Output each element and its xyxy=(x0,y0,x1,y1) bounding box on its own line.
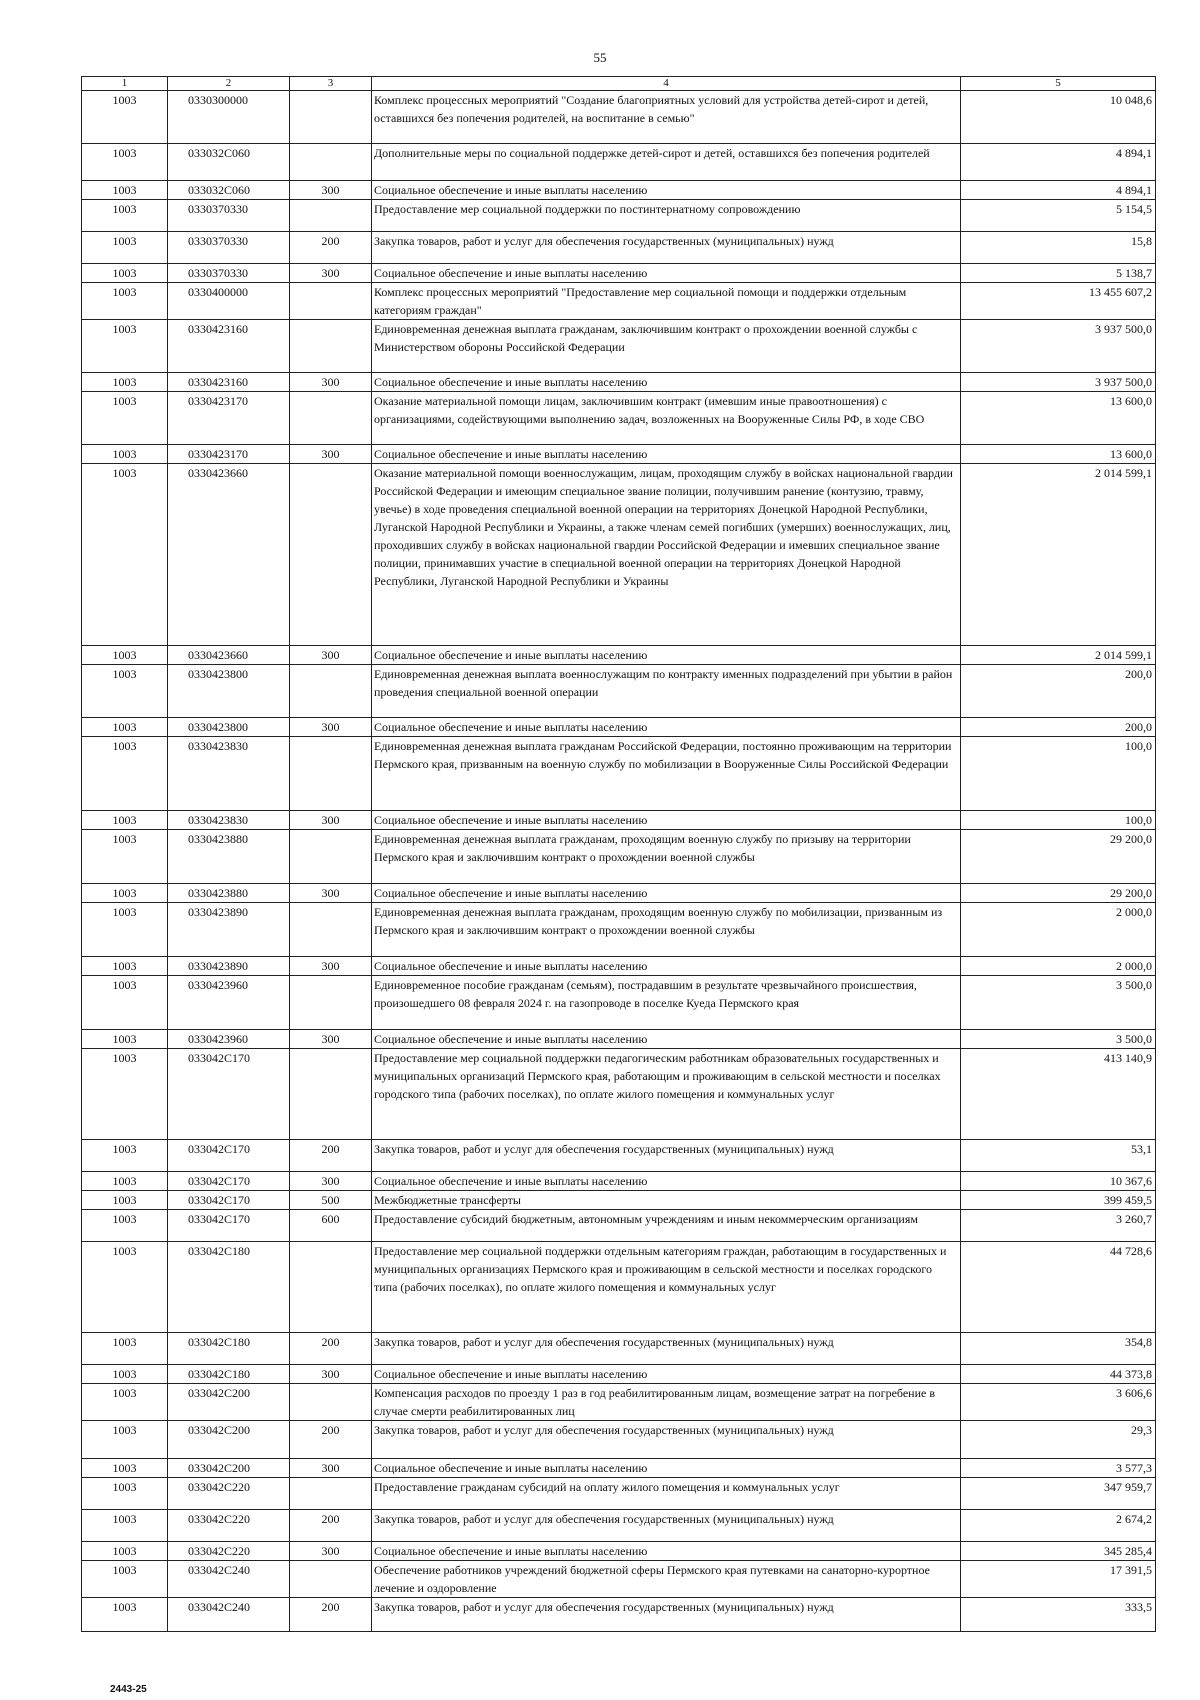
table-row xyxy=(82,1242,1156,1333)
row-expense-type: 300 xyxy=(290,884,372,903)
row-section-code: 1003 xyxy=(82,1598,168,1632)
table-row xyxy=(82,181,1156,200)
row-description: Социальное обеспечение и иные выплаты населению xyxy=(372,646,961,665)
row-amount: 15,8 xyxy=(961,232,1156,264)
row-amount: 354,8 xyxy=(961,1333,1156,1365)
row-section-code: 1003 xyxy=(82,1242,168,1333)
row-section-code: 1003 xyxy=(82,392,168,445)
row-description: Оказание материальной помощи лицам, заключившим контракт (имевшим иные правоотношения) с организациями, содействующими выполнению задач, возложенных на Вооруженные Силы РФ, в ходе СВО xyxy=(372,392,961,445)
row-section-code: 1003 xyxy=(82,1542,168,1561)
row-expense-type: 200 xyxy=(290,1333,372,1365)
row-target-code: 033032С060 xyxy=(168,181,290,200)
table-row xyxy=(82,957,1156,976)
row-section-code: 1003 xyxy=(82,1459,168,1478)
row-expense-type: 200 xyxy=(290,232,372,264)
row-description: Дополнительные меры по социальной поддержке детей-сирот и детей, оставшихся без попечения родителей xyxy=(372,144,961,181)
row-target-code: 0330370330 xyxy=(168,200,290,232)
table-row xyxy=(82,392,1156,445)
row-section-code: 1003 xyxy=(82,811,168,830)
row-target-code: 0330370330 xyxy=(168,232,290,264)
row-section-code: 1003 xyxy=(82,1561,168,1598)
row-description: Социальное обеспечение и иные выплаты населению xyxy=(372,957,961,976)
table-row xyxy=(82,1459,1156,1478)
table-row xyxy=(82,718,1156,737)
row-description: Закупка товаров, работ и услуг для обеспечения государственных (муниципальных) нужд xyxy=(372,232,961,264)
row-section-code: 1003 xyxy=(82,1365,168,1384)
row-target-code: 0330423170 xyxy=(168,445,290,464)
row-description: Предоставление мер социальной поддержки по постинтернатному сопровождению xyxy=(372,200,961,232)
row-target-code: 033042С180 xyxy=(168,1242,290,1333)
row-description: Социальное обеспечение и иные выплаты населению xyxy=(372,181,961,200)
table-row xyxy=(82,264,1156,283)
row-description: Комплекс процессных мероприятий "Создание благоприятных условий для устройства детей-сирот и детей, оставшихся без попечения родителей, на воспитание в семью" xyxy=(372,91,961,144)
row-expense-type: 300 xyxy=(290,1172,372,1191)
row-description: Комплекс процессных мероприятий "Предоставление мер социальной помощи и поддержки отдельным категориям граждан" xyxy=(372,283,961,320)
row-section-code: 1003 xyxy=(82,264,168,283)
row-expense-type: 300 xyxy=(290,957,372,976)
row-target-code: 033042С220 xyxy=(168,1478,290,1510)
row-amount: 3 937 500,0 xyxy=(961,320,1156,373)
row-target-code: 0330370330 xyxy=(168,264,290,283)
row-section-code: 1003 xyxy=(82,200,168,232)
row-expense-type: 300 xyxy=(290,646,372,665)
table-row xyxy=(82,884,1156,903)
table-body xyxy=(82,91,1156,1632)
row-section-code: 1003 xyxy=(82,1030,168,1049)
row-amount: 3 937 500,0 xyxy=(961,373,1156,392)
row-description: Социальное обеспечение и иные выплаты населению xyxy=(372,1172,961,1191)
table-row xyxy=(82,1542,1156,1561)
table-row xyxy=(82,1030,1156,1049)
row-expense-type xyxy=(290,144,372,181)
row-section-code: 1003 xyxy=(82,1172,168,1191)
row-target-code: 0330423800 xyxy=(168,665,290,718)
row-description: Оказание материальной помощи военнослужащим, лицам, проходящим службу в войсках национальной гвардии Российской Федерации и имеющим специальное звание полиции, получившим ранение (контузию, травму, увечье) в ходе проведения специальной военной операции на территориях Донецкой Народной Республики, Луганской Народной Республики и Украины, а также членам семей погибших (умерших) военнослужащих, лиц, проходивших службу в войсках национальной гвардии Российской Федерации и имевших специальное звание полиции, принимавших участие в специальной военной операции на территориях Донецкой Народной Республики, Луганской Народной Республики и Украины xyxy=(372,464,961,646)
row-section-code: 1003 xyxy=(82,283,168,320)
row-expense-type: 600 xyxy=(290,1210,372,1242)
row-amount: 2 000,0 xyxy=(961,957,1156,976)
row-target-code: 0330423890 xyxy=(168,903,290,957)
table-row xyxy=(82,91,1156,144)
row-description: Социальное обеспечение и иные выплаты населению xyxy=(372,373,961,392)
row-target-code: 033042С180 xyxy=(168,1365,290,1384)
row-description: Единовременная денежная выплата военнослужащим по контракту именных подразделений при убытии в район проведения специальной военной операции xyxy=(372,665,961,718)
row-amount: 13 455 607,2 xyxy=(961,283,1156,320)
row-target-code: 0330423890 xyxy=(168,957,290,976)
row-expense-type xyxy=(290,392,372,445)
row-amount: 2 674,2 xyxy=(961,1510,1156,1542)
table-row xyxy=(82,1510,1156,1542)
row-amount: 200,0 xyxy=(961,718,1156,737)
row-amount: 100,0 xyxy=(961,737,1156,811)
row-expense-type: 500 xyxy=(290,1191,372,1210)
table-row xyxy=(82,830,1156,884)
row-target-code: 0330423830 xyxy=(168,811,290,830)
row-description: Социальное обеспечение и иные выплаты населению xyxy=(372,264,961,283)
row-expense-type xyxy=(290,320,372,373)
row-target-code: 033042С170 xyxy=(168,1172,290,1191)
row-amount: 200,0 xyxy=(961,665,1156,718)
row-amount: 399 459,5 xyxy=(961,1191,1156,1210)
table-row xyxy=(82,665,1156,718)
table-row xyxy=(82,811,1156,830)
row-amount: 29 200,0 xyxy=(961,830,1156,884)
row-expense-type: 300 xyxy=(290,264,372,283)
row-amount: 3 260,7 xyxy=(961,1210,1156,1242)
table-row xyxy=(82,1333,1156,1365)
row-section-code: 1003 xyxy=(82,646,168,665)
row-amount: 347 959,7 xyxy=(961,1478,1156,1510)
row-expense-type: 300 xyxy=(290,181,372,200)
row-target-code: 0330300000 xyxy=(168,91,290,144)
table-row xyxy=(82,232,1156,264)
row-amount: 5 154,5 xyxy=(961,200,1156,232)
row-description: Закупка товаров, работ и услуг для обеспечения государственных (муниципальных) нужд xyxy=(372,1421,961,1459)
budget-table xyxy=(81,76,1156,1632)
page-number: 55 xyxy=(593,50,607,65)
row-target-code: 033042С170 xyxy=(168,1210,290,1242)
row-description: Социальное обеспечение и иные выплаты населению xyxy=(372,718,961,737)
row-section-code: 1003 xyxy=(82,232,168,264)
row-section-code: 1003 xyxy=(82,1510,168,1542)
row-description: Предоставление гражданам субсидий на оплату жилого помещения и коммунальных услуг xyxy=(372,1478,961,1510)
table-row xyxy=(82,445,1156,464)
row-expense-type xyxy=(290,1049,372,1140)
row-description: Закупка товаров, работ и услуг для обеспечения государственных (муниципальных) нужд xyxy=(372,1140,961,1172)
row-amount: 13 600,0 xyxy=(961,445,1156,464)
table-row xyxy=(82,464,1156,646)
row-target-code: 033042С220 xyxy=(168,1542,290,1561)
row-amount: 13 600,0 xyxy=(961,392,1156,445)
row-description: Межбюджетные трансферты xyxy=(372,1191,961,1210)
row-description: Компенсация расходов по проезду 1 раз в год реабилитированным лицам, возмещение затрат на погребение в случае смерти реабилитированных лиц xyxy=(372,1384,961,1421)
row-section-code: 1003 xyxy=(82,144,168,181)
table-row xyxy=(82,737,1156,811)
row-section-code: 1003 xyxy=(82,903,168,957)
row-description: Обеспечение работников учреждений бюджетной сферы Пермского края путевками на санаторно-курортное лечение и оздоровление xyxy=(372,1561,961,1598)
row-expense-type xyxy=(290,200,372,232)
row-expense-type: 200 xyxy=(290,1510,372,1542)
table-row xyxy=(82,1365,1156,1384)
column-header-expense-type: 3 xyxy=(290,77,372,91)
table-row xyxy=(82,1191,1156,1210)
row-description: Социальное обеспечение и иные выплаты населению xyxy=(372,1542,961,1561)
row-section-code: 1003 xyxy=(82,91,168,144)
row-target-code: 033042С240 xyxy=(168,1561,290,1598)
row-amount: 10 367,6 xyxy=(961,1172,1156,1191)
row-description: Закупка товаров, работ и услуг для обеспечения государственных (муниципальных) нужд xyxy=(372,1333,961,1365)
table-row xyxy=(82,903,1156,957)
row-amount: 17 391,5 xyxy=(961,1561,1156,1598)
document-code: 2443-25 xyxy=(110,1684,147,1695)
row-section-code: 1003 xyxy=(82,665,168,718)
row-section-code: 1003 xyxy=(82,830,168,884)
row-amount: 3 500,0 xyxy=(961,1030,1156,1049)
table-row xyxy=(82,200,1156,232)
row-section-code: 1003 xyxy=(82,181,168,200)
row-amount: 44 373,8 xyxy=(961,1365,1156,1384)
column-header-description: 4 xyxy=(372,77,961,91)
row-expense-type: 200 xyxy=(290,1598,372,1632)
row-description: Социальное обеспечение и иные выплаты населению xyxy=(372,1030,961,1049)
row-amount: 44 728,6 xyxy=(961,1242,1156,1333)
row-amount: 29 200,0 xyxy=(961,884,1156,903)
table-row xyxy=(82,1049,1156,1140)
row-description: Закупка товаров, работ и услуг для обеспечения государственных (муниципальных) нужд xyxy=(372,1598,961,1632)
row-amount: 2 000,0 xyxy=(961,903,1156,957)
row-target-code: 0330423880 xyxy=(168,884,290,903)
row-expense-type: 300 xyxy=(290,1030,372,1049)
row-expense-type: 300 xyxy=(290,811,372,830)
row-expense-type: 300 xyxy=(290,373,372,392)
row-section-code: 1003 xyxy=(82,1421,168,1459)
row-expense-type xyxy=(290,665,372,718)
row-target-code: 033042С240 xyxy=(168,1598,290,1632)
table-row xyxy=(82,1140,1156,1172)
row-target-code: 033042С170 xyxy=(168,1049,290,1140)
row-section-code: 1003 xyxy=(82,957,168,976)
row-section-code: 1003 xyxy=(82,976,168,1030)
row-description: Предоставление мер социальной поддержки педагогическим работникам образовательных государственных и муниципальных организаций Пермского края, работающим и проживающим в сельской местности и поселках городского типа (рабочих поселках), по оплате жилого помещения и коммунальных услуг xyxy=(372,1049,961,1140)
table-row xyxy=(82,1210,1156,1242)
row-target-code: 0330423660 xyxy=(168,464,290,646)
row-description: Предоставление мер социальной поддержки отдельным категориям граждан, работающим в государственных и муниципальных организациях Пермского края и проживающим в сельской местности и поселках городского типа (рабочих поселках), по оплате жилого помещения и коммунальных услуг xyxy=(372,1242,961,1333)
row-description: Предоставление субсидий бюджетным, автономным учреждениям и иным некоммерческим организациям xyxy=(372,1210,961,1242)
column-header-section: 1 xyxy=(82,77,168,91)
row-expense-type xyxy=(290,830,372,884)
row-amount: 100,0 xyxy=(961,811,1156,830)
row-expense-type xyxy=(290,1478,372,1510)
row-expense-type xyxy=(290,903,372,957)
row-target-code: 0330423880 xyxy=(168,830,290,884)
row-expense-type: 300 xyxy=(290,1365,372,1384)
table-row xyxy=(82,283,1156,320)
row-section-code: 1003 xyxy=(82,1210,168,1242)
table-row xyxy=(82,1172,1156,1191)
row-amount: 3 577,3 xyxy=(961,1459,1156,1478)
row-description: Единовременная денежная выплата гражданам, проходящим военную службу по мобилизации, призванным из Пермского края и заключившим контракт о прохождении военной службы xyxy=(372,903,961,957)
row-target-code: 033042С180 xyxy=(168,1333,290,1365)
row-amount: 345 285,4 xyxy=(961,1542,1156,1561)
row-target-code: 0330423170 xyxy=(168,392,290,445)
row-target-code: 033042С220 xyxy=(168,1510,290,1542)
row-amount: 3 606,6 xyxy=(961,1384,1156,1421)
row-section-code: 1003 xyxy=(82,1478,168,1510)
row-amount: 4 894,1 xyxy=(961,144,1156,181)
row-target-code: 033032С060 xyxy=(168,144,290,181)
row-expense-type xyxy=(290,1242,372,1333)
row-expense-type xyxy=(290,737,372,811)
row-expense-type: 300 xyxy=(290,1542,372,1561)
row-amount: 5 138,7 xyxy=(961,264,1156,283)
row-target-code: 033042С200 xyxy=(168,1459,290,1478)
row-section-code: 1003 xyxy=(82,445,168,464)
table-row xyxy=(82,976,1156,1030)
column-header-amount: 5 xyxy=(961,77,1156,91)
row-expense-type: 200 xyxy=(290,1140,372,1172)
row-description: Единовременная денежная выплата гражданам, проходящим военную службу по призыву на территории Пермского края и заключившим контракт о прохождении военной службы xyxy=(372,830,961,884)
table-row xyxy=(82,1478,1156,1510)
row-expense-type xyxy=(290,1384,372,1421)
row-target-code: 033042С170 xyxy=(168,1191,290,1210)
row-description: Социальное обеспечение и иные выплаты населению xyxy=(372,1459,961,1478)
table-row xyxy=(82,1598,1156,1632)
row-description: Социальное обеспечение и иные выплаты населению xyxy=(372,884,961,903)
row-amount: 4 894,1 xyxy=(961,181,1156,200)
row-section-code: 1003 xyxy=(82,1049,168,1140)
row-amount: 3 500,0 xyxy=(961,976,1156,1030)
row-target-code: 0330423960 xyxy=(168,976,290,1030)
table-row xyxy=(82,1384,1156,1421)
row-section-code: 1003 xyxy=(82,1140,168,1172)
row-expense-type: 300 xyxy=(290,1459,372,1478)
row-target-code: 033042С170 xyxy=(168,1140,290,1172)
row-expense-type: 200 xyxy=(290,1421,372,1459)
row-expense-type xyxy=(290,283,372,320)
table-header-row xyxy=(82,77,1156,91)
row-expense-type: 300 xyxy=(290,718,372,737)
row-amount: 2 014 599,1 xyxy=(961,464,1156,646)
row-description: Единовременное пособие гражданам (семьям), пострадавшим в результате чрезвычайного происшествия, произошедшего 08 февраля 2024 г. на газопроводе в поселке Куеда Пермского края xyxy=(372,976,961,1030)
row-section-code: 1003 xyxy=(82,320,168,373)
row-section-code: 1003 xyxy=(82,1191,168,1210)
row-amount: 10 048,6 xyxy=(961,91,1156,144)
row-target-code: 0330423800 xyxy=(168,718,290,737)
row-section-code: 1003 xyxy=(82,1384,168,1421)
row-target-code: 033042С200 xyxy=(168,1421,290,1459)
row-description: Единовременная денежная выплата гражданам Российской Федерации, постоянно проживающим на территории Пермского края, призванным на военную службу по мобилизации в Вооруженные Силы Российской Федерации xyxy=(372,737,961,811)
row-description: Социальное обеспечение и иные выплаты населению xyxy=(372,811,961,830)
row-description: Социальное обеспечение и иные выплаты населению xyxy=(372,445,961,464)
row-target-code: 0330423160 xyxy=(168,373,290,392)
row-section-code: 1003 xyxy=(82,884,168,903)
row-expense-type xyxy=(290,91,372,144)
row-section-code: 1003 xyxy=(82,718,168,737)
table-row xyxy=(82,320,1156,373)
column-header-target-article: 2 xyxy=(168,77,290,91)
row-target-code: 0330423830 xyxy=(168,737,290,811)
row-amount: 413 140,9 xyxy=(961,1049,1156,1140)
row-amount: 333,5 xyxy=(961,1598,1156,1632)
table-row xyxy=(82,373,1156,392)
row-target-code: 0330423160 xyxy=(168,320,290,373)
row-target-code: 0330423660 xyxy=(168,646,290,665)
row-amount: 53,1 xyxy=(961,1140,1156,1172)
table-row xyxy=(82,646,1156,665)
row-expense-type xyxy=(290,464,372,646)
row-section-code: 1003 xyxy=(82,373,168,392)
row-description: Единовременная денежная выплата гражданам, заключившим контракт о прохождении военной службы с Министерством обороны Российской Федерации xyxy=(372,320,961,373)
row-target-code: 0330423960 xyxy=(168,1030,290,1049)
row-target-code: 0330400000 xyxy=(168,283,290,320)
table-row xyxy=(82,1421,1156,1459)
row-section-code: 1003 xyxy=(82,1333,168,1365)
row-expense-type xyxy=(290,1561,372,1598)
row-expense-type xyxy=(290,976,372,1030)
table-row xyxy=(82,1561,1156,1598)
row-amount: 29,3 xyxy=(961,1421,1156,1459)
row-description: Закупка товаров, работ и услуг для обеспечения государственных (муниципальных) нужд xyxy=(372,1510,961,1542)
row-expense-type: 300 xyxy=(290,445,372,464)
row-section-code: 1003 xyxy=(82,737,168,811)
row-amount: 2 014 599,1 xyxy=(961,646,1156,665)
row-description: Социальное обеспечение и иные выплаты населению xyxy=(372,1365,961,1384)
row-section-code: 1003 xyxy=(82,464,168,646)
table-row xyxy=(82,144,1156,181)
row-target-code: 033042С200 xyxy=(168,1384,290,1421)
